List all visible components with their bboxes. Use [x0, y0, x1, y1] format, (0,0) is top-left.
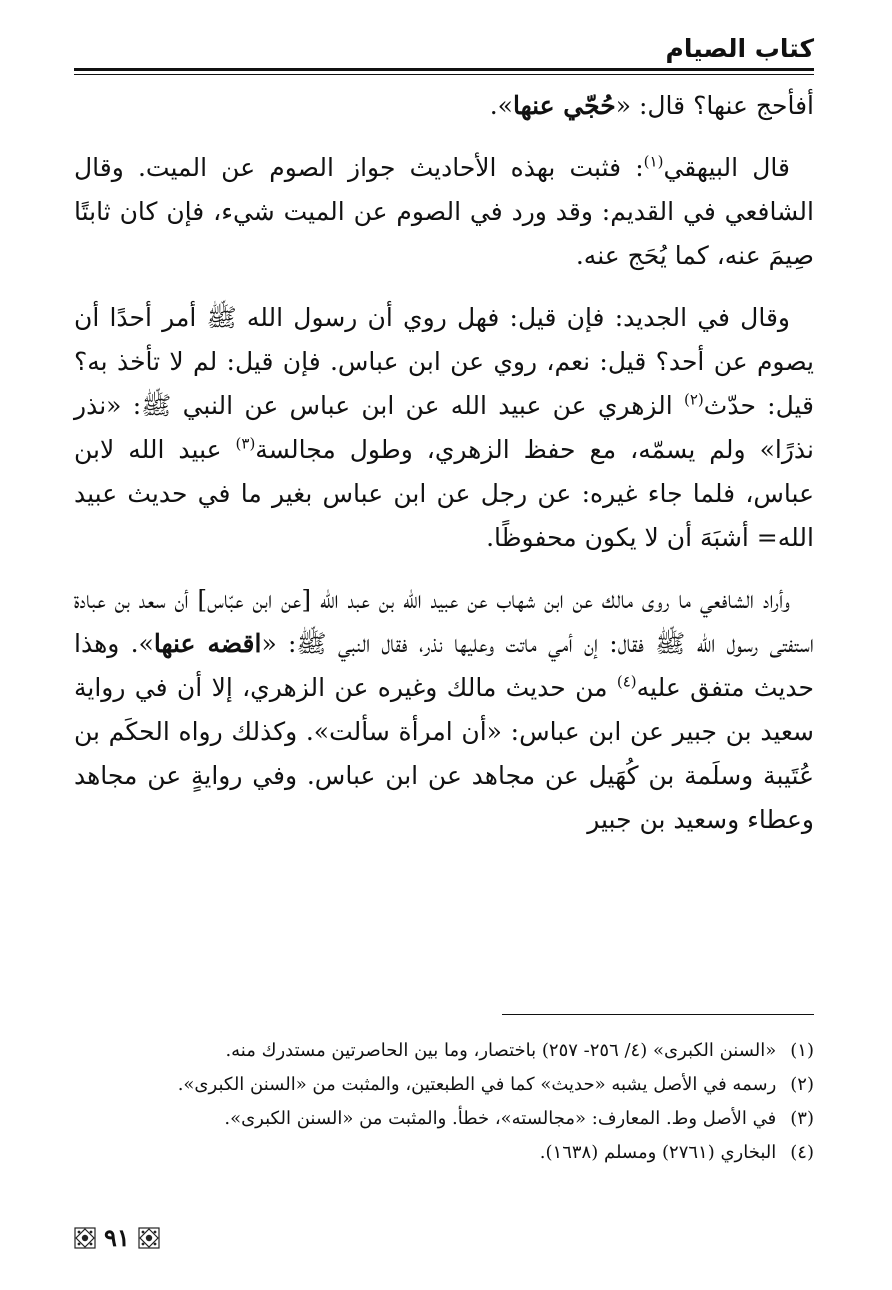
footnote-text: رسمه في الأصل يشبه «حديث» كما في الطبعتين، والمثبت من «السنن الكبرى». [177, 1074, 777, 1095]
footnote-number: (١) [790, 1040, 814, 1061]
footnote-2 [104, 1068, 814, 1102]
paragraph-4 [74, 578, 814, 842]
text-run: وقال في الجديد: فإن قيل: فهل روي أن رسول الله ﷺ أمر أحدًا أن يصوم عن أحد؟ قيل: نعم، روي عن ابن عباس. فإن قيل: لم لا تأخذ به؟ قيل: حدّث [74, 303, 814, 420]
text-run: عبيد الله لابن عباس، فلما جاء غيره: عن رجل عن ابن عباس بغير ما في حديث عبيد الله= أشبَهَ أن لا يكون محفوظًا. [74, 435, 814, 552]
footnote-3 [104, 1102, 814, 1136]
text-run: أفأحج عنها؟ قال: « [615, 91, 814, 120]
text-run: : فثبت بهذه الأحاديث جواز الصوم عن الميت. وقال الشافعي في القديم: وقد ورد في الصوم عن الميت شيء، فإن كان ثابتًا صِيمَ عنه، كما يُحَج عنه. [74, 153, 814, 270]
quoted-hadith-bold: حُجّي عنها [512, 91, 616, 120]
text-run: الزهري عن عبيد الله عن ابن عباس عن النبي ﷺ: «نذر نذرًا» ولم يسمّه، مع حفظ الزهري، وطول مجالسة [74, 391, 814, 464]
quoted-hadith-bold: اقضه عنها [153, 629, 262, 658]
page-folio [74, 1224, 160, 1252]
running-title: كتاب الصيام [665, 34, 814, 63]
footnote-number: (٤) [790, 1142, 814, 1163]
footnote-separator [502, 1014, 814, 1015]
text-run: قال البيهقي [663, 153, 790, 182]
header-rule-thick [74, 68, 814, 71]
footnote-text: البخاري (٢٧٦١) ومسلم (١٦٣٨). [539, 1142, 777, 1163]
footnote-text: في الأصل وط. المعارف: «مجالسته»، خطأ. والمثبت من «السنن الكبرى». [224, 1108, 777, 1129]
paragraph-2 [74, 146, 814, 278]
text-run: ». [489, 91, 513, 120]
floral-ornament-icon [138, 1227, 160, 1249]
main-text [74, 84, 814, 860]
page-number: ٩١ [104, 1223, 130, 1252]
text-run: ». وهذا حديث متفق عليه [74, 629, 814, 702]
footnote-number: (٣) [790, 1108, 814, 1129]
footnote-ref-4: (٤) [616, 672, 637, 691]
footnote-4 [104, 1136, 814, 1170]
page-header [74, 28, 814, 72]
footnote-ref-2: (٢) [684, 390, 704, 409]
footnotes [104, 1034, 814, 1170]
footnote-1 [104, 1034, 814, 1068]
footnote-number: (٢) [790, 1074, 814, 1095]
footnote-ref-3: (٣) [235, 434, 256, 453]
paragraph-3 [74, 296, 814, 560]
floral-ornament-icon [74, 1227, 96, 1249]
text-run: من حديث مالك وغيره عن الزهري، إلا أن في رواية سعيد بن جبير عن ابن عباس: «أن امرأة سألت». وكذلك رواه الحكَم بن عُتَيبة وسلَمة بن كُهَيل عن مجاهد عن ابن عباس. وفي روايةٍ عن مجاهد وعطاء وسعيد بن جبير [74, 673, 814, 834]
text-run: وأراد الشافعي ما روى مالك عن ابن شهاب عن عبيد الله بن عبد الله [عن ابن عبّاس] أن سعد بن عبادة استفتى رسول الله ﷺ فقال: إن أمي ماتت وعليها نذر، فقال النبي ﷺ: « [74, 585, 814, 658]
footnote-text: «السنن الكبرى» (٤/ ٢٥٦- ٢٥٧) باختصار، وما بين الحاصرتين مستدرك منه. [225, 1040, 777, 1061]
paragraph-1 [74, 84, 814, 128]
footnote-ref-1: (١) [643, 152, 664, 171]
header-rule-thin [74, 74, 814, 75]
